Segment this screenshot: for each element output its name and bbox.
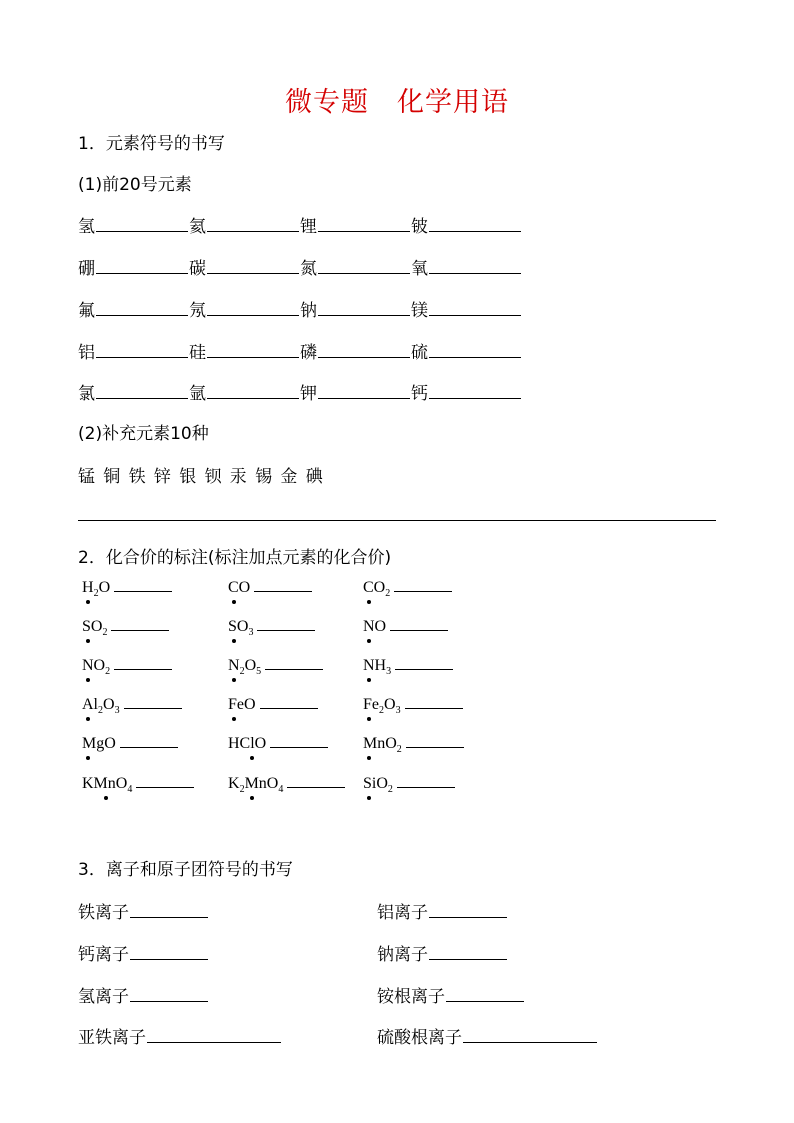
answer-blank[interactable] — [318, 397, 410, 399]
element-item — [300, 254, 410, 279]
answer-blank[interactable] — [318, 272, 410, 274]
element-item — [411, 338, 521, 363]
emphasis-dot — [86, 756, 90, 760]
valence-blank[interactable] — [114, 590, 172, 592]
formula-item — [82, 657, 172, 677]
answer-blank[interactable] — [429, 230, 521, 232]
emphasis-dot — [250, 796, 254, 800]
formula-subscript: 2 — [105, 666, 111, 678]
ion-name: 铝离子 — [377, 903, 428, 923]
formula-text: CO — [228, 579, 251, 596]
ion-item — [377, 940, 507, 965]
element-item — [78, 296, 188, 321]
formula-item — [228, 696, 318, 714]
element-item — [78, 338, 188, 363]
answer-blank[interactable] — [96, 314, 188, 316]
extra-element: 金 — [280, 467, 298, 487]
element-name: 硅 — [189, 343, 206, 363]
formula-item — [228, 657, 323, 677]
valence-blank[interactable] — [394, 590, 452, 592]
answer-blank[interactable] — [318, 230, 410, 232]
section3-heading: 3．离子和原子团符号的书写 — [78, 860, 293, 880]
formula-text: O — [384, 696, 396, 713]
formula-text: SO — [228, 618, 249, 635]
ion-name: 铵根离子 — [377, 987, 445, 1007]
formula-item — [228, 775, 345, 795]
formula-text: K — [228, 775, 240, 792]
answer-blank[interactable] — [207, 272, 299, 274]
emphasis-dot — [367, 756, 371, 760]
element-item — [78, 379, 188, 404]
emphasis-dot — [367, 600, 371, 604]
element-item — [411, 296, 521, 321]
formula-item — [363, 657, 453, 677]
emphasis-dot — [86, 678, 90, 682]
emphasis-dot — [86, 717, 90, 721]
formula-text: SiO — [363, 775, 388, 792]
emphasis-dot — [232, 600, 236, 604]
formula-text: MgO — [82, 735, 116, 752]
extra-element: 银 — [179, 467, 197, 487]
element-name: 镁 — [411, 301, 428, 321]
element-name: 氧 — [411, 259, 428, 279]
formula-text: O — [103, 696, 115, 713]
element-name: 氯 — [78, 384, 95, 404]
section1-sub1: (1)前20号元素 — [78, 175, 192, 195]
emphasis-dot — [367, 678, 371, 682]
emphasis-dot — [232, 678, 236, 682]
extra-element: 锰 — [78, 467, 95, 487]
emphasis-dot — [232, 639, 236, 643]
section1-sub2: (2)补充元素10种 — [78, 424, 209, 444]
answer-blank[interactable] — [96, 356, 188, 358]
valence-blank[interactable] — [257, 629, 315, 631]
element-item — [78, 254, 188, 279]
ion-name: 氢离子 — [78, 987, 129, 1007]
extra-element: 锌 — [153, 467, 171, 487]
ion-name: 铁离子 — [78, 903, 129, 923]
element-item — [189, 379, 299, 404]
emphasis-dot — [86, 639, 90, 643]
element-name: 锂 — [300, 217, 317, 237]
extra-element: 铁 — [128, 467, 146, 487]
formula-item — [228, 579, 312, 597]
element-name: 碳 — [189, 259, 206, 279]
element-name: 铍 — [411, 217, 428, 237]
answer-blank[interactable] — [429, 314, 521, 316]
ion-name: 亚铁离子 — [78, 1028, 146, 1048]
extra-element: 汞 — [229, 467, 247, 487]
element-name: 氟 — [78, 301, 95, 321]
formula-text: N — [228, 657, 240, 674]
section2-heading: 2．化合价的标注(标注加点元素的化合价) — [78, 548, 392, 568]
element-name: 磷 — [300, 343, 317, 363]
element-item — [411, 212, 521, 237]
element-name: 硫 — [411, 343, 428, 363]
formula-text: HClO — [228, 735, 267, 752]
formula-item — [82, 696, 182, 716]
element-name: 氢 — [78, 217, 95, 237]
formula-text: KMnO — [82, 775, 128, 792]
formula-subscript: 3 — [386, 666, 392, 678]
formula-item — [82, 735, 178, 753]
formula-text: O — [98, 579, 111, 596]
valence-blank[interactable] — [406, 746, 464, 748]
element-item — [300, 212, 410, 237]
formula-item — [228, 735, 328, 753]
formula-text: MnO — [363, 735, 397, 752]
answer-blank[interactable] — [96, 397, 188, 399]
formula-item — [82, 579, 172, 599]
answer-blank[interactable] — [130, 958, 208, 960]
extra-element: 锡 — [255, 467, 273, 487]
formula-text: H — [82, 579, 94, 596]
formula-subscript: 2 — [98, 705, 103, 717]
formula-subscript: 2 — [379, 705, 384, 717]
formula-text: MnO — [244, 775, 279, 792]
ion-name: 钠离子 — [377, 945, 428, 965]
ion-name: 钙离子 — [78, 945, 129, 965]
valence-blank[interactable] — [390, 629, 448, 631]
element-name: 硼 — [78, 259, 95, 279]
valence-blank[interactable] — [260, 707, 318, 709]
ion-item — [377, 898, 507, 923]
element-name: 钙 — [411, 384, 428, 404]
answer-blank[interactable] — [96, 272, 188, 274]
valence-blank[interactable] — [114, 668, 172, 670]
valence-blank[interactable] — [254, 590, 312, 592]
answer-blank[interactable] — [429, 958, 507, 960]
formula-text: FeO — [228, 696, 256, 713]
element-name: 氦 — [189, 217, 206, 237]
ion-item — [78, 898, 208, 923]
formula-subscript: 2 — [387, 784, 393, 796]
element-item — [189, 338, 299, 363]
valence-blank[interactable] — [265, 668, 323, 670]
element-item — [411, 254, 521, 279]
ion-name: 硫酸根离子 — [377, 1028, 462, 1048]
formula-subscript: 3 — [395, 705, 401, 717]
answer-blank[interactable] — [429, 272, 521, 274]
element-item — [189, 296, 299, 321]
element-item — [189, 212, 299, 237]
emphasis-dot — [367, 639, 371, 643]
valence-blank[interactable] — [111, 629, 169, 631]
formula-item — [363, 775, 455, 795]
element-name: 氮 — [300, 259, 317, 279]
formula-subscript: 4 — [278, 784, 284, 796]
ion-item — [78, 940, 208, 965]
answer-blank[interactable] — [207, 314, 299, 316]
page-title: 微专题 化学用语 — [285, 87, 509, 118]
extra-element: 铜 — [103, 467, 121, 487]
formula-subscript: 2 — [385, 588, 391, 600]
answer-blank[interactable] — [207, 230, 299, 232]
formula-subscript: 3 — [248, 627, 254, 639]
answer-blank[interactable] — [429, 397, 521, 399]
answer-line[interactable] — [78, 520, 716, 521]
element-name: 氖 — [189, 301, 206, 321]
valence-blank[interactable] — [136, 786, 194, 788]
emphasis-dot — [104, 796, 108, 800]
element-name: 钠 — [300, 301, 317, 321]
formula-item — [82, 775, 194, 795]
formula-text: O — [244, 657, 257, 674]
answer-blank[interactable] — [130, 1000, 208, 1002]
formula-subscript: 2 — [102, 627, 108, 639]
valence-blank[interactable] — [397, 786, 455, 788]
formula-subscript: 3 — [114, 705, 120, 717]
element-name: 铝 — [78, 343, 95, 363]
answer-blank[interactable] — [130, 916, 208, 918]
answer-blank[interactable] — [429, 916, 507, 918]
element-item — [78, 212, 188, 237]
answer-blank[interactable] — [429, 356, 521, 358]
valence-blank[interactable] — [270, 746, 328, 748]
formula-text: NO — [363, 618, 387, 635]
formula-subscript: 4 — [127, 784, 133, 796]
formula-text: NO — [82, 657, 106, 674]
answer-blank[interactable] — [318, 314, 410, 316]
element-item — [300, 379, 410, 404]
formula-text: SO — [82, 618, 103, 635]
formula-subscript: 5 — [256, 666, 262, 678]
formula-text: Al — [82, 696, 98, 713]
emphasis-dot — [250, 756, 254, 760]
formula-subscript: 2 — [93, 588, 99, 600]
emphasis-dot — [232, 717, 236, 721]
formula-text: Fe — [363, 696, 379, 713]
formula-subscript: 2 — [239, 784, 245, 796]
valence-blank[interactable] — [395, 668, 453, 670]
formula-item — [363, 618, 448, 636]
formula-subscript: 2 — [239, 666, 245, 678]
element-item — [411, 379, 521, 404]
formula-item — [363, 579, 452, 599]
valence-blank[interactable] — [124, 707, 182, 709]
ion-item — [78, 1023, 281, 1048]
emphasis-dot — [367, 796, 371, 800]
answer-blank[interactable] — [207, 356, 299, 358]
answer-blank[interactable] — [318, 356, 410, 358]
element-name: 钾 — [300, 384, 317, 404]
formula-text: CO — [363, 579, 386, 596]
formula-item — [228, 618, 315, 638]
ion-item — [377, 982, 524, 1007]
ion-item — [78, 982, 208, 1007]
extra-element: 碘 — [305, 467, 323, 487]
formula-item — [82, 618, 169, 638]
formula-item — [363, 696, 463, 716]
answer-blank[interactable] — [147, 1041, 281, 1043]
emphasis-dot — [367, 717, 371, 721]
element-item — [300, 338, 410, 363]
answer-blank[interactable] — [463, 1041, 597, 1043]
formula-text: NH — [363, 657, 387, 674]
emphasis-dot — [86, 600, 90, 604]
formula-item — [363, 735, 464, 755]
formula-subscript: 2 — [396, 744, 402, 756]
element-item — [300, 296, 410, 321]
answer-blank[interactable] — [96, 230, 188, 232]
answer-blank[interactable] — [207, 397, 299, 399]
section1-heading: 1．元素符号的书写 — [78, 134, 225, 154]
ion-item — [377, 1023, 597, 1048]
element-name: 氩 — [189, 384, 206, 404]
answer-blank[interactable] — [446, 1000, 524, 1002]
valence-blank[interactable] — [287, 786, 345, 788]
valence-blank[interactable] — [405, 707, 463, 709]
extra-element: 钡 — [204, 467, 222, 487]
valence-blank[interactable] — [120, 746, 178, 748]
element-item — [189, 254, 299, 279]
